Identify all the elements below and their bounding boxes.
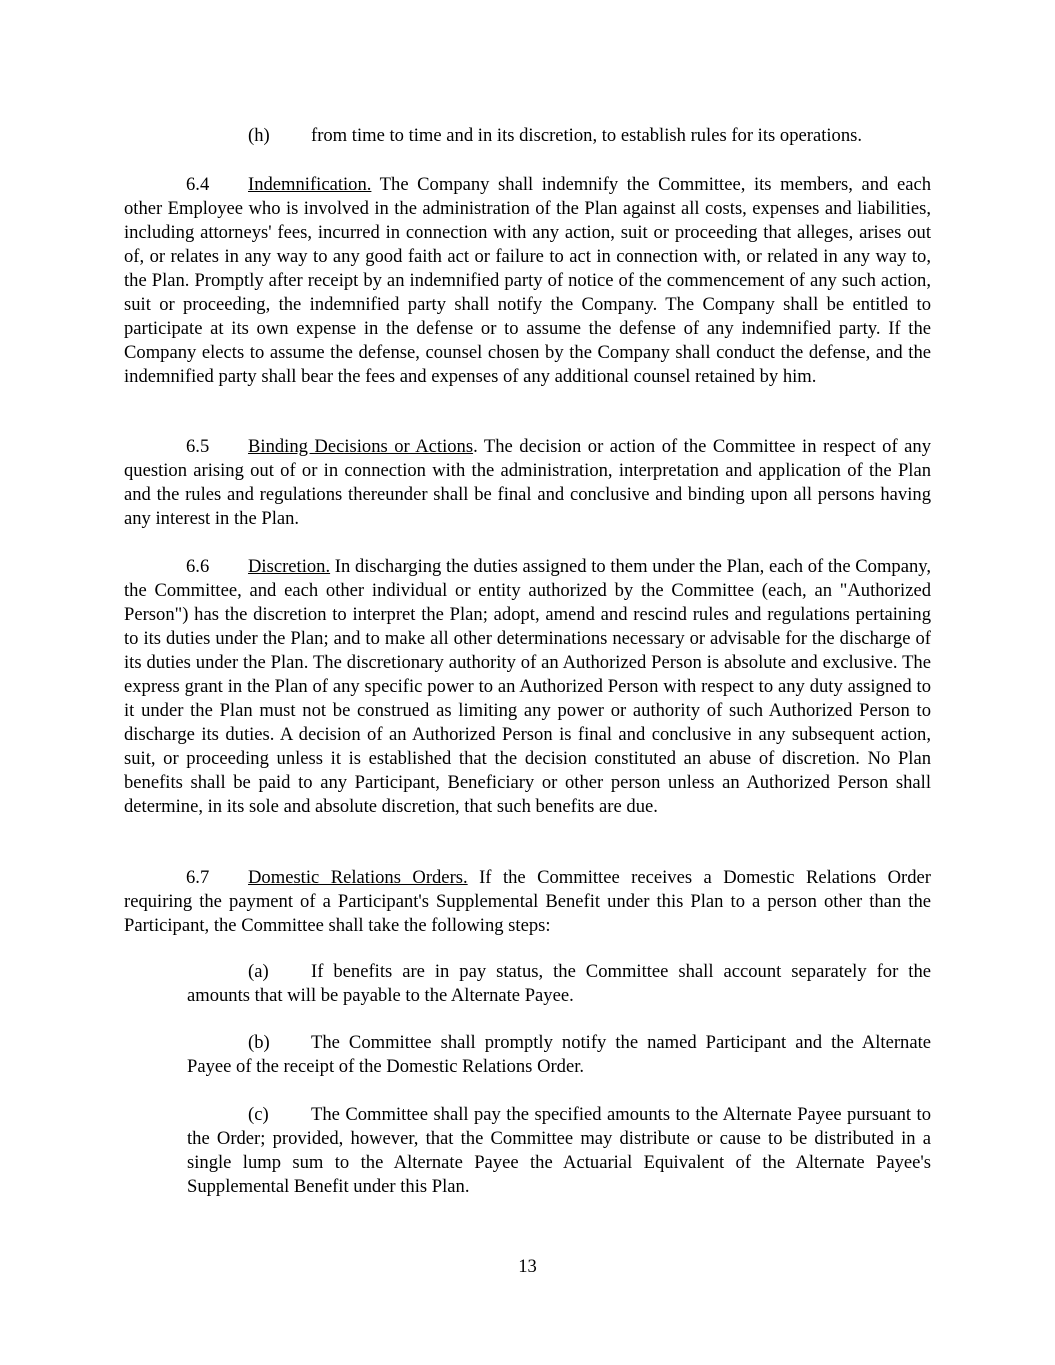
item-a-text: If benefits are in pay status, the Committee shall account separately for the amounts that will be payable to the Alternate Payee. bbox=[187, 961, 931, 1006]
item-b-number: (b) bbox=[248, 1032, 270, 1053]
section-6-5-heading: Binding Decisions or Actions bbox=[248, 436, 474, 457]
section-6-5-text: . The decision or action of the Committee in respect of any question arising out of or in connection with the administration, interpretation and application of the Plan and the rules and regulations thereunder shall be final and conclusive and binding upon all persons having any interest in the Plan. bbox=[124, 436, 931, 529]
section-6-7 bbox=[124, 866, 931, 938]
item-b bbox=[187, 1031, 931, 1079]
section-6-4-number: 6.4 bbox=[186, 174, 210, 195]
section-6-4-heading: Indemnification. bbox=[248, 174, 372, 195]
section-6-4 bbox=[124, 173, 931, 389]
section-6-6-number: 6.6 bbox=[186, 556, 210, 577]
item-a bbox=[187, 960, 931, 1008]
item-h-text: from time to time and in its discretion, to establish rules for its operations. bbox=[311, 125, 863, 146]
section-6-6-heading: Discretion. bbox=[248, 556, 331, 577]
section-6-7-text: If the Committee receives a Domestic Relations Order requiring the payment of a Participant's Supplemental Benefit under this Plan to a person other than the Participant, the Committee shall take the following steps: bbox=[124, 867, 931, 936]
section-6-5-number: 6.5 bbox=[186, 436, 210, 457]
section-6-6-text: In discharging the duties assigned to them under the Plan, each of the Company, the Committee, and each other individual or entity authorized by the Committee (each, an "Authorized Person") has the discretion to interpret the Plan; adopt, amend and rescind rules and regulations pertaining to its duties under the Plan; and to make all other determinations necessary or advisable for the discharge of its duties under the Plan. The discretionary authority of an Authorized Person is absolute and exclusive. The express grant in the Plan of any specific power to an Authorized Person with respect to any duty assigned to it under the Plan must not be construed as limiting any power or authority of such Authorized Person to discharge its duties. A decision of an Authorized Person is final and conclusive in any subsequent action, suit, or proceeding unless it is established that the decision constituted an abuse of discretion. No Plan benefits shall be paid to any Participant, Beneficiary or other person unless an Authorized Person shall determine, in its sole and absolute discretion, that such benefits are due. bbox=[124, 556, 931, 817]
page-number: 13 bbox=[518, 1256, 537, 1277]
item-h-number: (h) bbox=[248, 125, 270, 146]
item-c-text: The Committee shall pay the specified amounts to the Alternate Payee pursuant to the Order; provided, however, that the Committee may distribute or cause to be distributed in a single lump sum to the Alternate Payee the Actuarial Equivalent of the Alternate Payee's Supplemental Benefit under this Plan. bbox=[187, 1104, 931, 1197]
item-c-number: (c) bbox=[248, 1104, 269, 1125]
section-6-5 bbox=[124, 435, 931, 531]
section-6-7-heading: Domestic Relations Orders. bbox=[248, 867, 468, 888]
item-h bbox=[187, 124, 931, 148]
section-6-4-text: The Company shall indemnify the Committee, its members, and each other Employee who is involved in the administration of the Plan against all costs, expenses and liabilities, including attorneys' fees, incurred in connection with any action, suit or proceeding that alleges, arises out of, or relates in any way to any good faith act or failure to act in connection with, or related in any way to, the Plan. Promptly after receipt by an indemnified party of notice of the commencement of any such action, suit or proceeding, the indemnified party shall notify the Company. The Company shall be entitled to participate at its own expense in the defense or to assume the defense of any indemnified party. If the Company elects to assume the defense, counsel chosen by the Company shall conduct the defense, and the indemnified party shall bear the fees and expenses of any additional counsel retained by him. bbox=[124, 174, 931, 387]
section-6-7-number: 6.7 bbox=[186, 867, 210, 888]
item-b-text: The Committee shall promptly notify the named Participant and the Alternate Payee of the receipt of the Domestic Relations Order. bbox=[187, 1032, 931, 1077]
item-c bbox=[187, 1103, 931, 1199]
section-6-6 bbox=[124, 555, 931, 819]
item-a-number: (a) bbox=[248, 961, 269, 982]
